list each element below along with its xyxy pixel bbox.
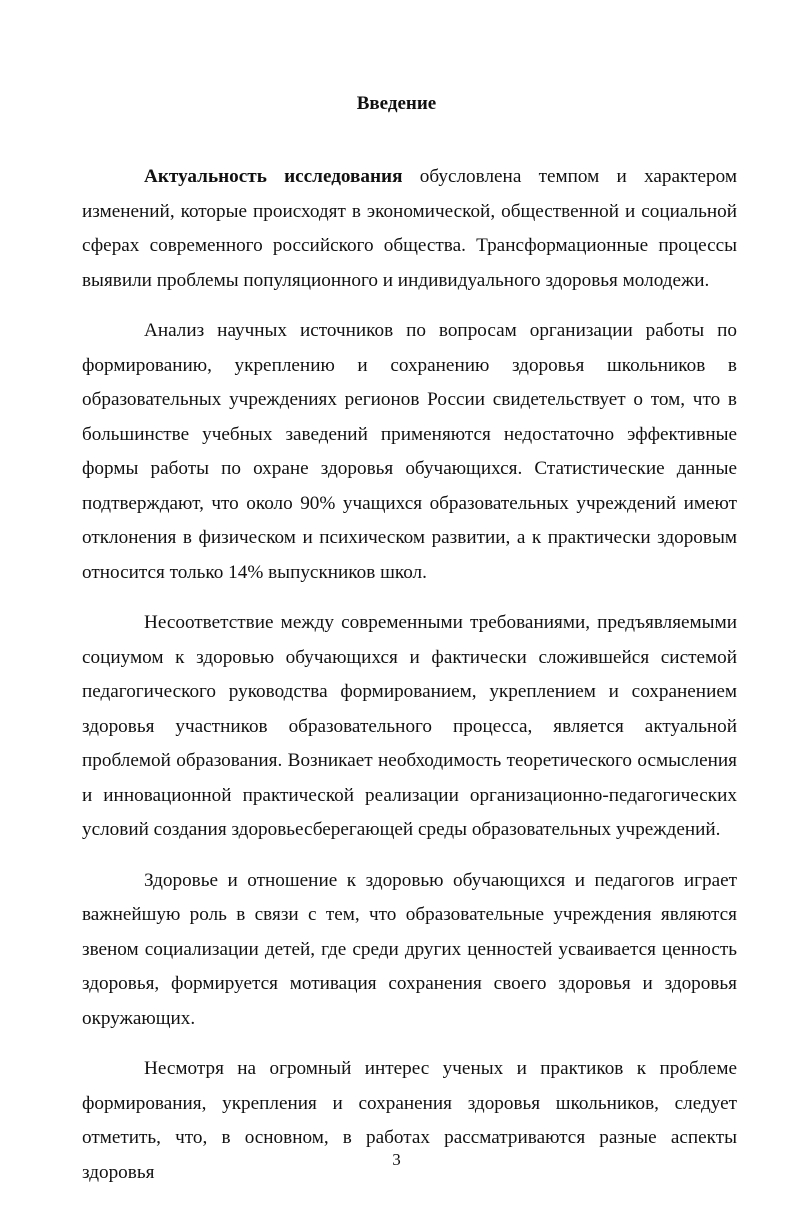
paragraph-lead: Актуальность исследования bbox=[144, 166, 403, 187]
page-number: 3 bbox=[392, 1150, 401, 1169]
page-title: Введение bbox=[356, 93, 437, 114]
paragraph-analysis bbox=[82, 314, 737, 590]
body-text bbox=[82, 160, 737, 1206]
paragraph-health-attitude bbox=[82, 864, 737, 1037]
paragraph-text: Несоответствие между современными требованиями, предъявляемыми социумом к здоровью обучающихся и фактически сложившейся системой педагогического руководства формированием, укреплением и сохранением здоровья участников образовательного процесса, является актуальной проблемой образования. Возникает необходимость теоретического осмысления и инновационной практической реализации организационно-педагогических условий создания здоровьесберегающей среды образовательных учреждений. bbox=[82, 612, 737, 840]
paragraph-text: Здоровье и отношение к здоровью обучающихся и педагогов играет важнейшую роль в связи с тем, что образовательные учреждения являются звеном социализации детей, где среди других ценностей усваивается ценность здоровья, формируется мотивация сохранения своего здоровья и здоровья окружающих. bbox=[82, 869, 737, 1029]
paragraph-text: Несмотря на огромный интерес ученых и практиков к проблеме формирования, укрепления и сохранения здоровья школьников, следует отметить, что, в основном, в работах рассматриваются разные аспекты здоровья bbox=[82, 1058, 737, 1183]
paragraph-text: Анализ научных источников по вопросам организации работы по формированию, укреплению и сохранению здоровья школьников в образовательных учреждениях регионов России свидетельствует о том, что в большинстве учебных заведений применяются недостаточно эффективные формы работы по охране здоровья обучающихся. Статистические данные подтверждают, что около 90% учащихся образовательных учреждений имеют отклонения в физическом и психическом развитии, а к практически здоровым относится только 14% выпускников школ. bbox=[82, 320, 737, 583]
paragraph-relevance bbox=[82, 160, 737, 298]
paragraph-mismatch bbox=[82, 606, 737, 848]
paragraph-text: обусловлена темпом и характером изменений, которые происходят в экономической, общественной и социальной сферах современного российского общества. Трансформационные процессы выявили проблемы популяционного и индивидуального здоровья молодежи. bbox=[82, 166, 737, 291]
